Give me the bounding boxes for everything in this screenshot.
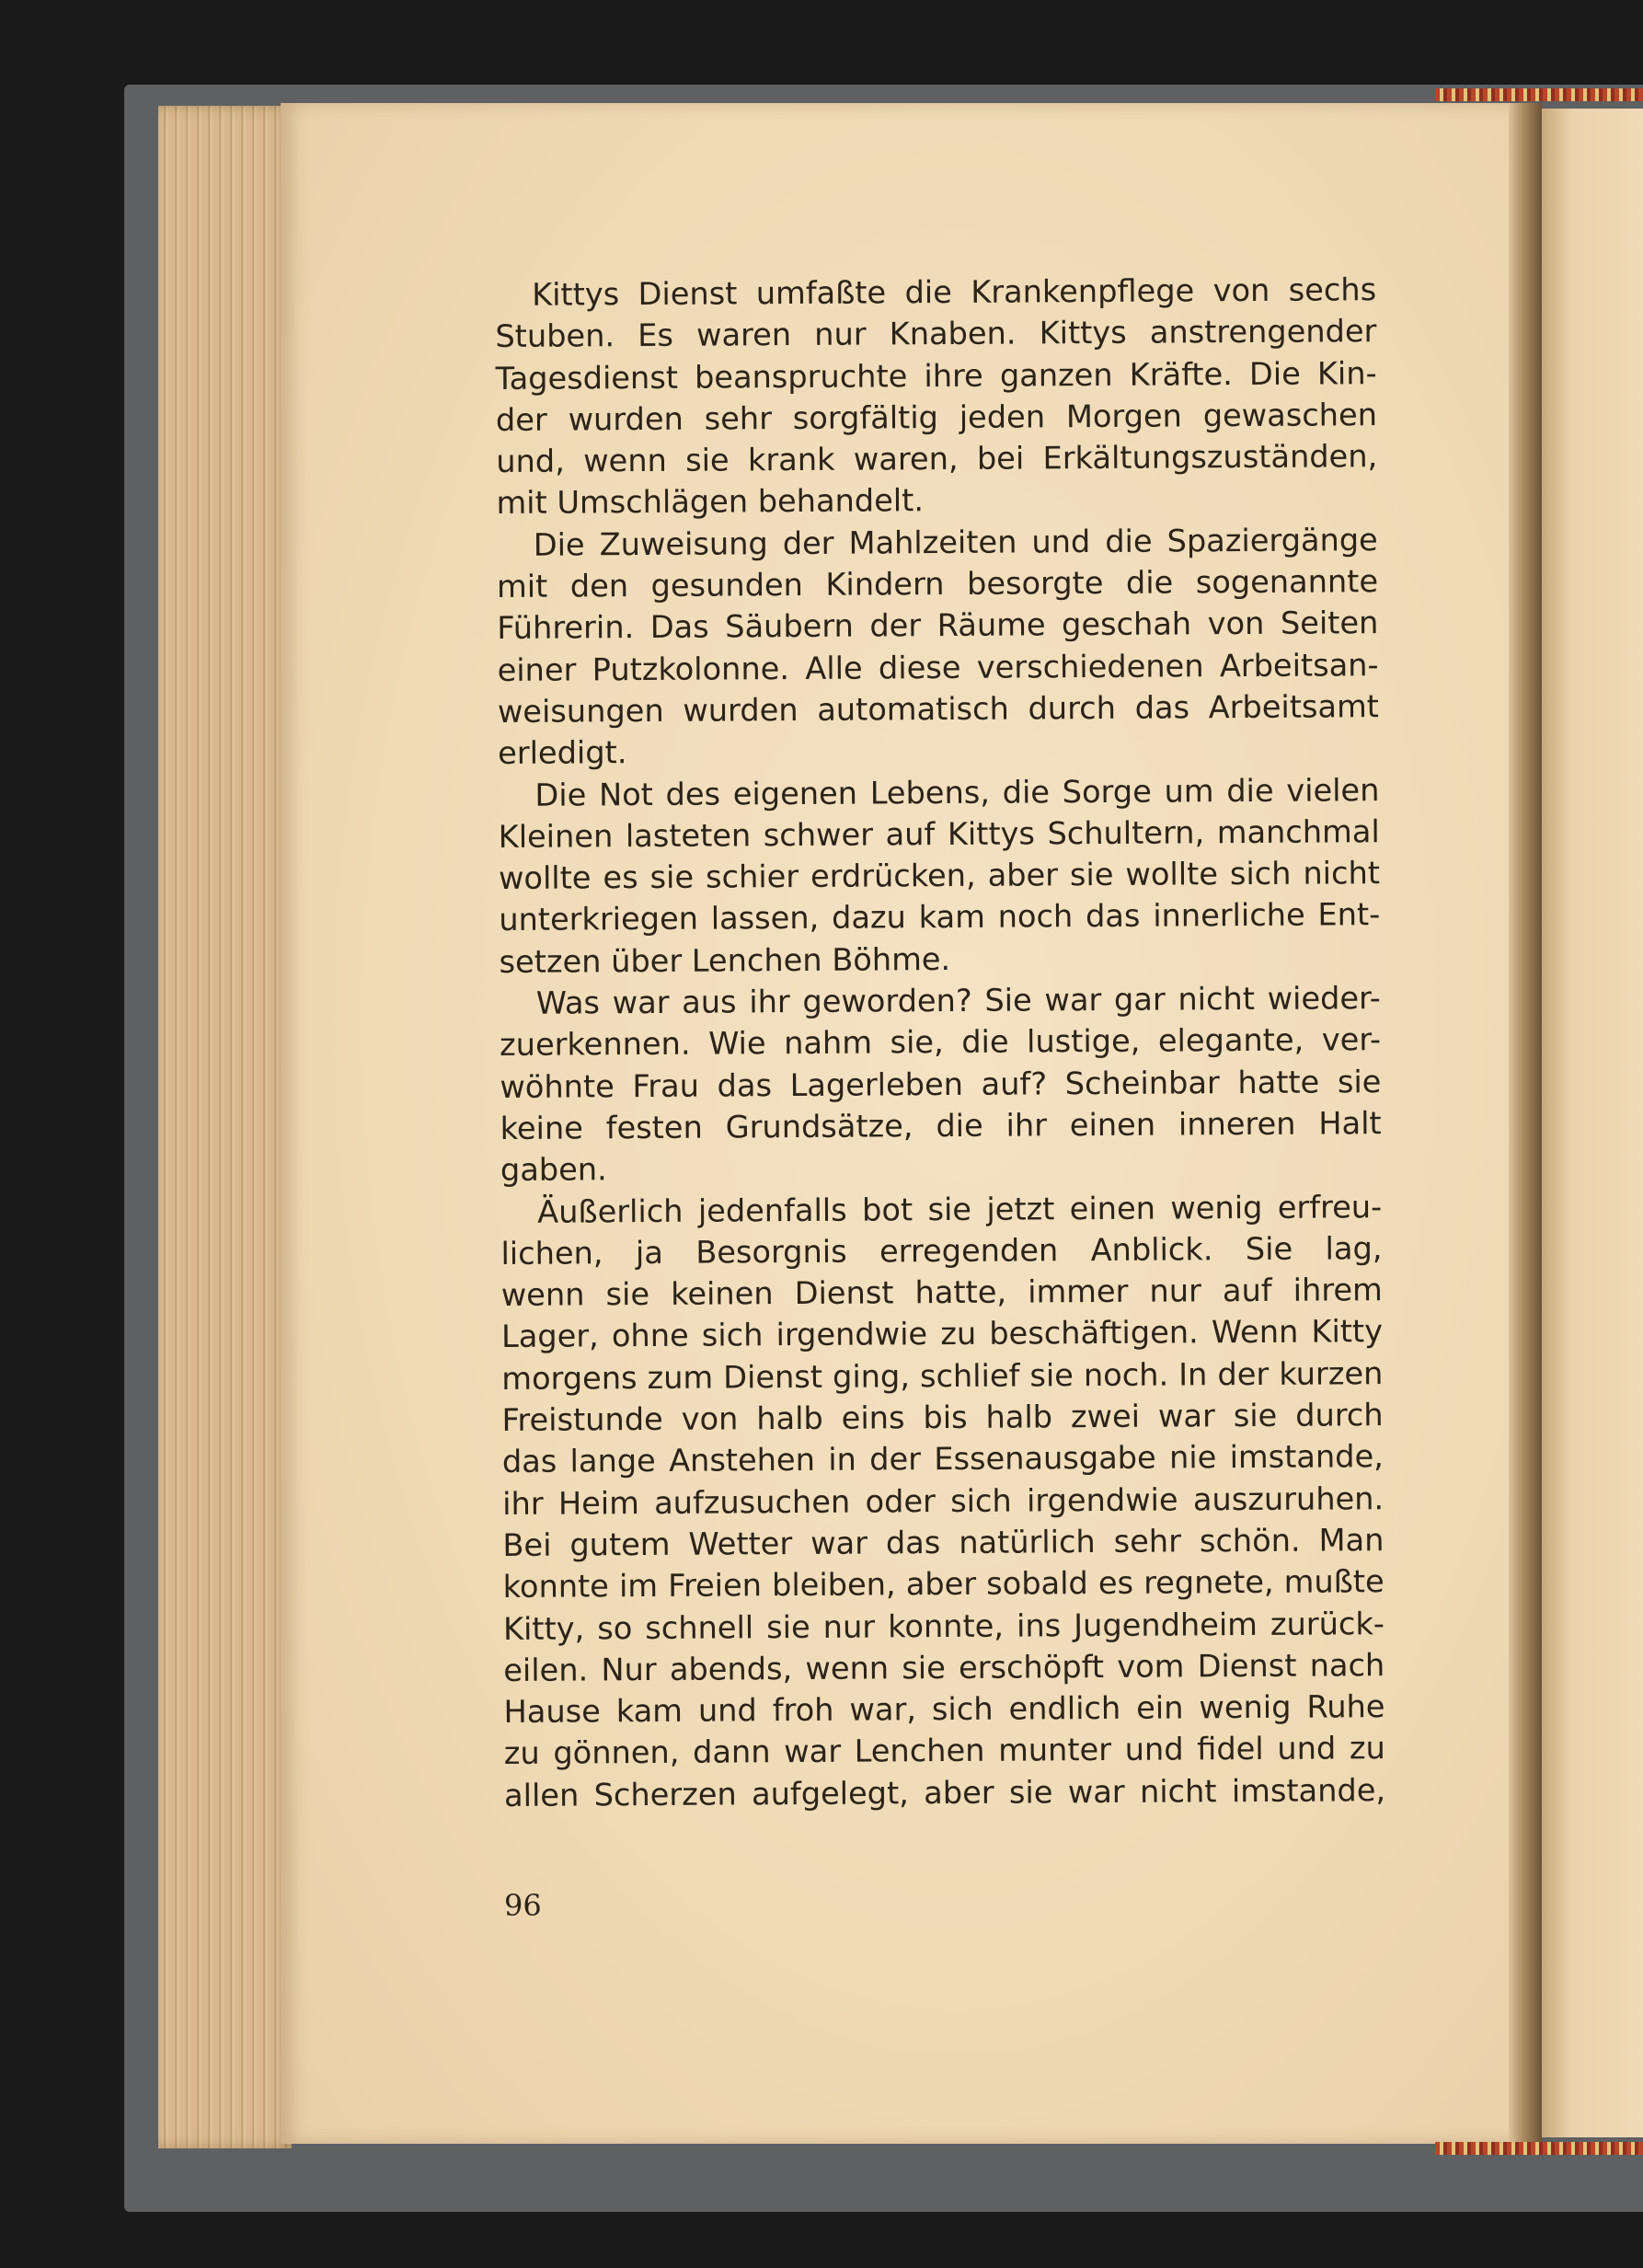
- text-line: weisungen wurden automatisch durch das Arbeitsamt: [497, 688, 1380, 730]
- page-edges: [158, 106, 292, 2148]
- text-line: Äußerlich jedenfalls bot sie jetzt einen wenig erfreu-: [537, 1188, 1383, 1230]
- text-line: wöhnte Frau das Lagerleben auf? Scheinbar hatte sie: [500, 1063, 1382, 1105]
- text-line: mit den gesunden Kindern besorgte die sogenannte: [496, 563, 1379, 605]
- text-line: ihr Heim aufzusuchen oder sich irgendwie auszuruhen.: [502, 1479, 1384, 1522]
- page-text-block: [495, 269, 1385, 1816]
- text-line: das lange Anstehen in der Essenausgabe nie imstande,: [501, 1438, 1384, 1480]
- text-line: zuerkennen. Wie nahm sie, die lustige, elegante, ver-: [499, 1021, 1382, 1064]
- text-line: der wurden sehr sorgfältig jeden Morgen gewaschen: [495, 397, 1378, 438]
- text-line: wollte es sie schier erdrücken, aber sie wollte sich nicht: [498, 855, 1381, 897]
- text-line: konnte im Freien bleiben, aber sobald es regnete, mußte: [502, 1563, 1384, 1606]
- text-line: Tagesdienst beanspruchte ihre ganzen Kräfte. Die Kin-: [495, 354, 1377, 397]
- text-line: Freistunde von halb eins bis halb zwei war sie durch: [501, 1397, 1384, 1438]
- headband-bottom: [1435, 2142, 1643, 2155]
- text-line: eilen. Nur abends, wenn sie erschöpft vom Dienst nach: [503, 1646, 1385, 1688]
- page-number: 96: [504, 1888, 542, 1923]
- text-line: setzen über Lenchen Böhme.: [499, 940, 951, 980]
- text-line: allen Scherzen aufgelegt, aber sie war nicht imstande,: [503, 1771, 1386, 1813]
- text-line: Bei gutem Wetter war das natürlich sehr schön. Man: [502, 1522, 1384, 1563]
- book-gutter: [1509, 103, 1542, 2144]
- text-line: einer Putzkolonne. Alle diese verschiedenen Arbeitsan-: [497, 646, 1379, 688]
- text-line: Lager, ohne sich irgendwie zu beschäftigen. Wenn Kitty: [500, 1313, 1384, 1355]
- text-line: Kleinen lasteten schwer auf Kittys Schultern, manchmal: [498, 812, 1380, 855]
- text-line: gaben.: [500, 1151, 607, 1189]
- text-line: Führerin. Das Säubern der Räume geschah von Seiten: [497, 604, 1379, 647]
- facing-page-edge: [1542, 109, 1643, 2137]
- text-line: Kitty, so schnell sie nur konnte, ins Jugendheim zurück-: [502, 1605, 1385, 1647]
- text-line: Was war aus ihr geworden? Sie war gar nicht wieder-: [535, 980, 1381, 1021]
- text-line: Hause kam und froh war, sich endlich ein wenig Ruhe: [503, 1688, 1385, 1731]
- text-line: wenn sie keinen Dienst hatte, immer nur auf ihrem: [500, 1272, 1383, 1314]
- text-line: Die Not des eigenen Lebens, die Sorge um die vielen: [534, 771, 1380, 813]
- text-line: keine festen Grundsätze, die ihr einen inneren Halt: [500, 1105, 1382, 1146]
- text-line: mit Umschlägen behandelt.: [496, 482, 925, 522]
- text-line: zu gönnen, dann war Lenchen munter und fidel und zu: [503, 1730, 1385, 1772]
- text-line: unterkriegen lassen, dazu kam noch das innerliche Ent-: [499, 896, 1381, 938]
- headband-top: [1435, 88, 1643, 101]
- text-line: erledigt.: [498, 734, 627, 772]
- text-line: lichen, ja Besorgnis erregenden Anblick. Sie lag,: [500, 1229, 1383, 1272]
- text-line: Die Zuweisung der Mahlzeiten und die Spaziergänge: [533, 521, 1378, 563]
- text-line: und, wenn sie krank waren, bei Erkältungszuständen,: [496, 438, 1378, 480]
- text-line: Kittys Dienst umfaßte die Krankenpflege von sechs: [532, 271, 1377, 313]
- text-line: morgens zum Dienst ging, schlief sie noch. In der kurzen: [501, 1354, 1384, 1397]
- text-line: Stuben. Es waren nur Knaben. Kittys anstrengender: [495, 313, 1377, 355]
